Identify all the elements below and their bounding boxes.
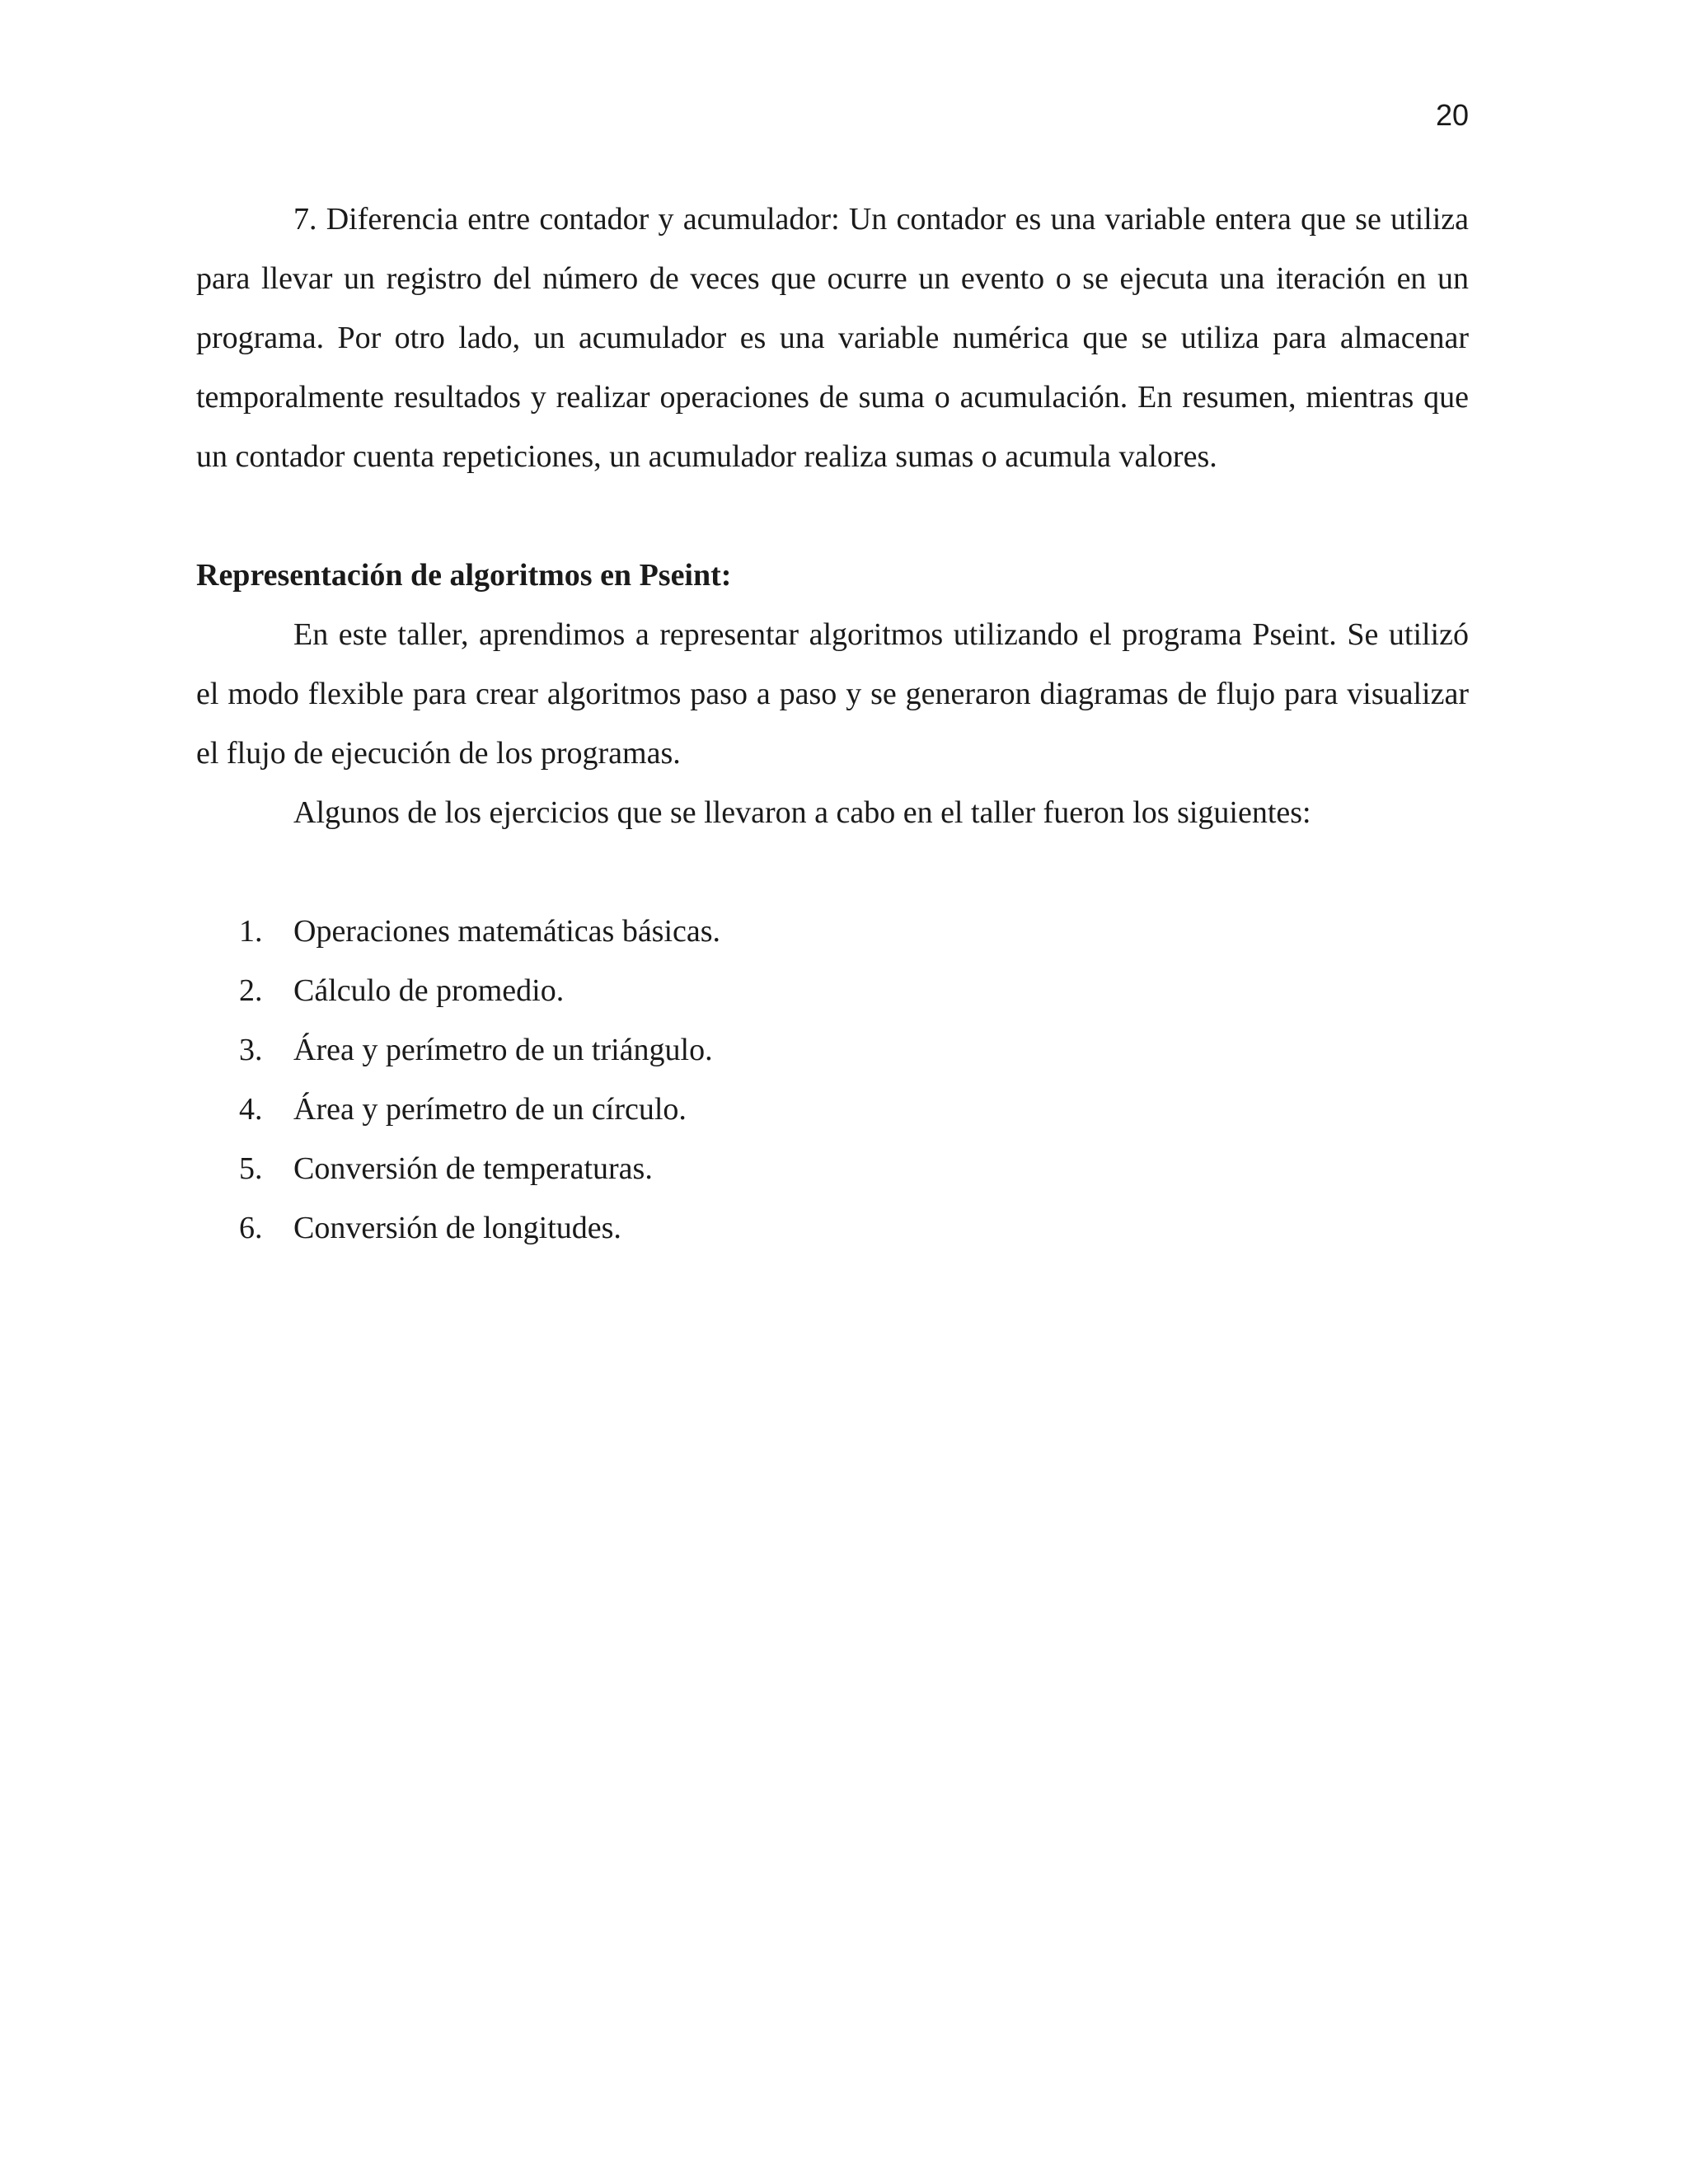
list-item-number: 2. [239, 973, 263, 1008]
paragraph-pseint-intro: En este taller, aprendimos a representar algoritmos utilizando el programa Pseint. Se utilizó el modo flexible para crear algoritmos paso a paso y se generaron diagramas de flujo para visualizar el flujo de ejecución de los programas. [196, 617, 1469, 771]
list-item-text: Conversión de temperaturas. [293, 1151, 653, 1186]
document-body [196, 190, 1469, 1258]
list-item [196, 1080, 1469, 1139]
list-item [196, 1198, 1469, 1258]
list-item-number: 3. [239, 1033, 263, 1067]
list-item-text: Cálculo de promedio. [293, 973, 565, 1008]
list-item [196, 1020, 1469, 1080]
list-item-text: Conversión de longitudes. [293, 1211, 621, 1245]
list-item-text: Operaciones matemáticas básicas. [293, 914, 721, 949]
list-item [196, 902, 1469, 961]
paragraph-counter-vs-accumulator: 7. Diferencia entre contador y acumulador: Un contador es una variable entera que se utiliza para llevar un registro del número de veces que ocurre un evento o se ejecuta una iteración en un programa. Por otro lado, un acumulador es una variable numérica que se utiliza para almacenar temporalmente resultados y realizar operaciones de suma o acumulación. En resumen, mientras que un contador cuenta repeticiones, un acumulador realiza sumas o acumula valores. [196, 202, 1469, 474]
paragraph-exercises-intro: Algunos de los ejercicios que se llevaron a cabo en el taller fueron los siguientes: [293, 795, 1311, 830]
list-item-number: 1. [239, 914, 263, 949]
list-item-number: 5. [239, 1151, 263, 1186]
section-heading: Representación de algoritmos en Pseint: [196, 558, 732, 593]
list-item-number: 4. [239, 1092, 263, 1127]
page-number: 20 [1435, 98, 1469, 132]
list-item-number: 6. [239, 1211, 263, 1245]
list-item-text: Área y perímetro de un círculo. [293, 1092, 687, 1127]
exercise-list [196, 902, 1469, 1258]
list-item-text: Área y perímetro de un triángulo. [293, 1033, 713, 1067]
paragraph-spacer [196, 486, 1469, 546]
list-item [196, 961, 1469, 1020]
list-item [196, 1139, 1469, 1198]
list-spacer [196, 842, 1469, 902]
